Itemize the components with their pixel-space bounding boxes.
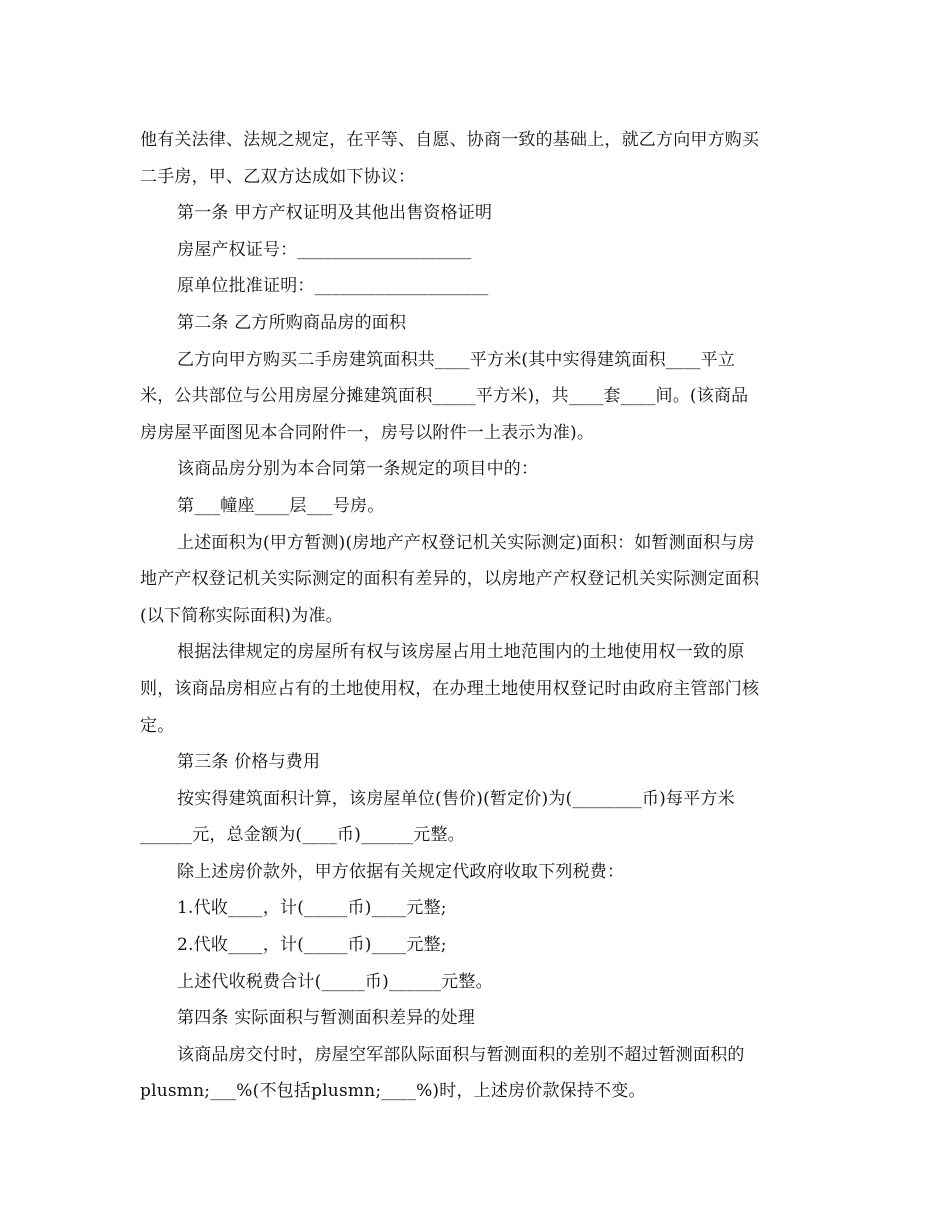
text-line: 乙方向甲方购买二手房建筑面积共____平方米(其中实得建筑面积____平立	[177, 349, 736, 370]
text-line: 根据法律规定的房屋所有权与该房屋占用土地范围内的土地使用权一致的原	[177, 642, 745, 663]
text-line: 除上述房价款外，甲方依据有关规定代政府收取下列税费：	[177, 861, 625, 882]
list-item: 1.代收____，计(_____币)____元整;	[177, 898, 447, 919]
text-line: ______元，总金额为(____币)______元整。	[140, 825, 465, 846]
text-line: 按实得建筑面积计算，该房屋单位(售价)(暂定价)为(________币)每平方米	[177, 788, 735, 809]
text-line: 第___幢座____层___号房。	[177, 495, 385, 516]
text-line: 地产产权登记机关实际测定的面积有差异的，以房地产产权登记机关实际测定面积	[140, 569, 760, 590]
text-line: 二手房，甲、乙双方达成如下协议：	[140, 166, 416, 187]
article-heading-2: 第二条 乙方所购商品房的面积	[177, 312, 407, 333]
text-line: plusmn;___%(不包括plusmn;____%)时，上述房价款保持不变。	[140, 1081, 646, 1102]
text-line: 他有关法律、法规之规定，在平等、自愿、协商一致的基础上，就乙方向甲方购买	[140, 130, 760, 150]
text-line: 该商品房分别为本合同第一条规定的项目中的：	[177, 459, 539, 480]
text-line: 原单位批准证明：____________________	[177, 276, 489, 297]
contract-body-text	[140, 122, 812, 1110]
list-item: 2.代收____，计(_____币)____元整;	[177, 935, 447, 956]
article-heading-1: 第一条 甲方产权证明及其他出售资格证明	[177, 203, 493, 224]
text-line: 该商品房交付时，房屋空军部队际面积与暂测面积的差别不超过暂测面积的	[177, 1044, 745, 1065]
text-line: 则，该商品房相应占有的土地使用权，在办理土地使用权登记时由政府主管部门核	[140, 678, 760, 699]
text-line: 上述面积为(甲方暂测)(房地产产权登记机关实际测定)面积：如暂测面积与房	[177, 532, 755, 553]
text-line: 房屋产权证号：____________________	[177, 239, 472, 260]
text-line: (以下简称实际面积)为准。	[140, 605, 343, 626]
text-line: 米，公共部位与公用房屋分摊建筑面积_____平方米)，共____套____间。(该商品	[140, 386, 749, 407]
article-heading-4: 第四条 实际面积与暂测面积差异的处理	[177, 1008, 476, 1029]
text-line: 上述代收税费合计(_____币)______元整。	[177, 971, 493, 992]
text-line: 房房屋平面图见本合同附件一，房号以附件一上表示为准)。	[140, 422, 595, 443]
article-heading-3: 第三条 价格与费用	[177, 752, 321, 773]
text-line: 定。	[140, 715, 175, 736]
